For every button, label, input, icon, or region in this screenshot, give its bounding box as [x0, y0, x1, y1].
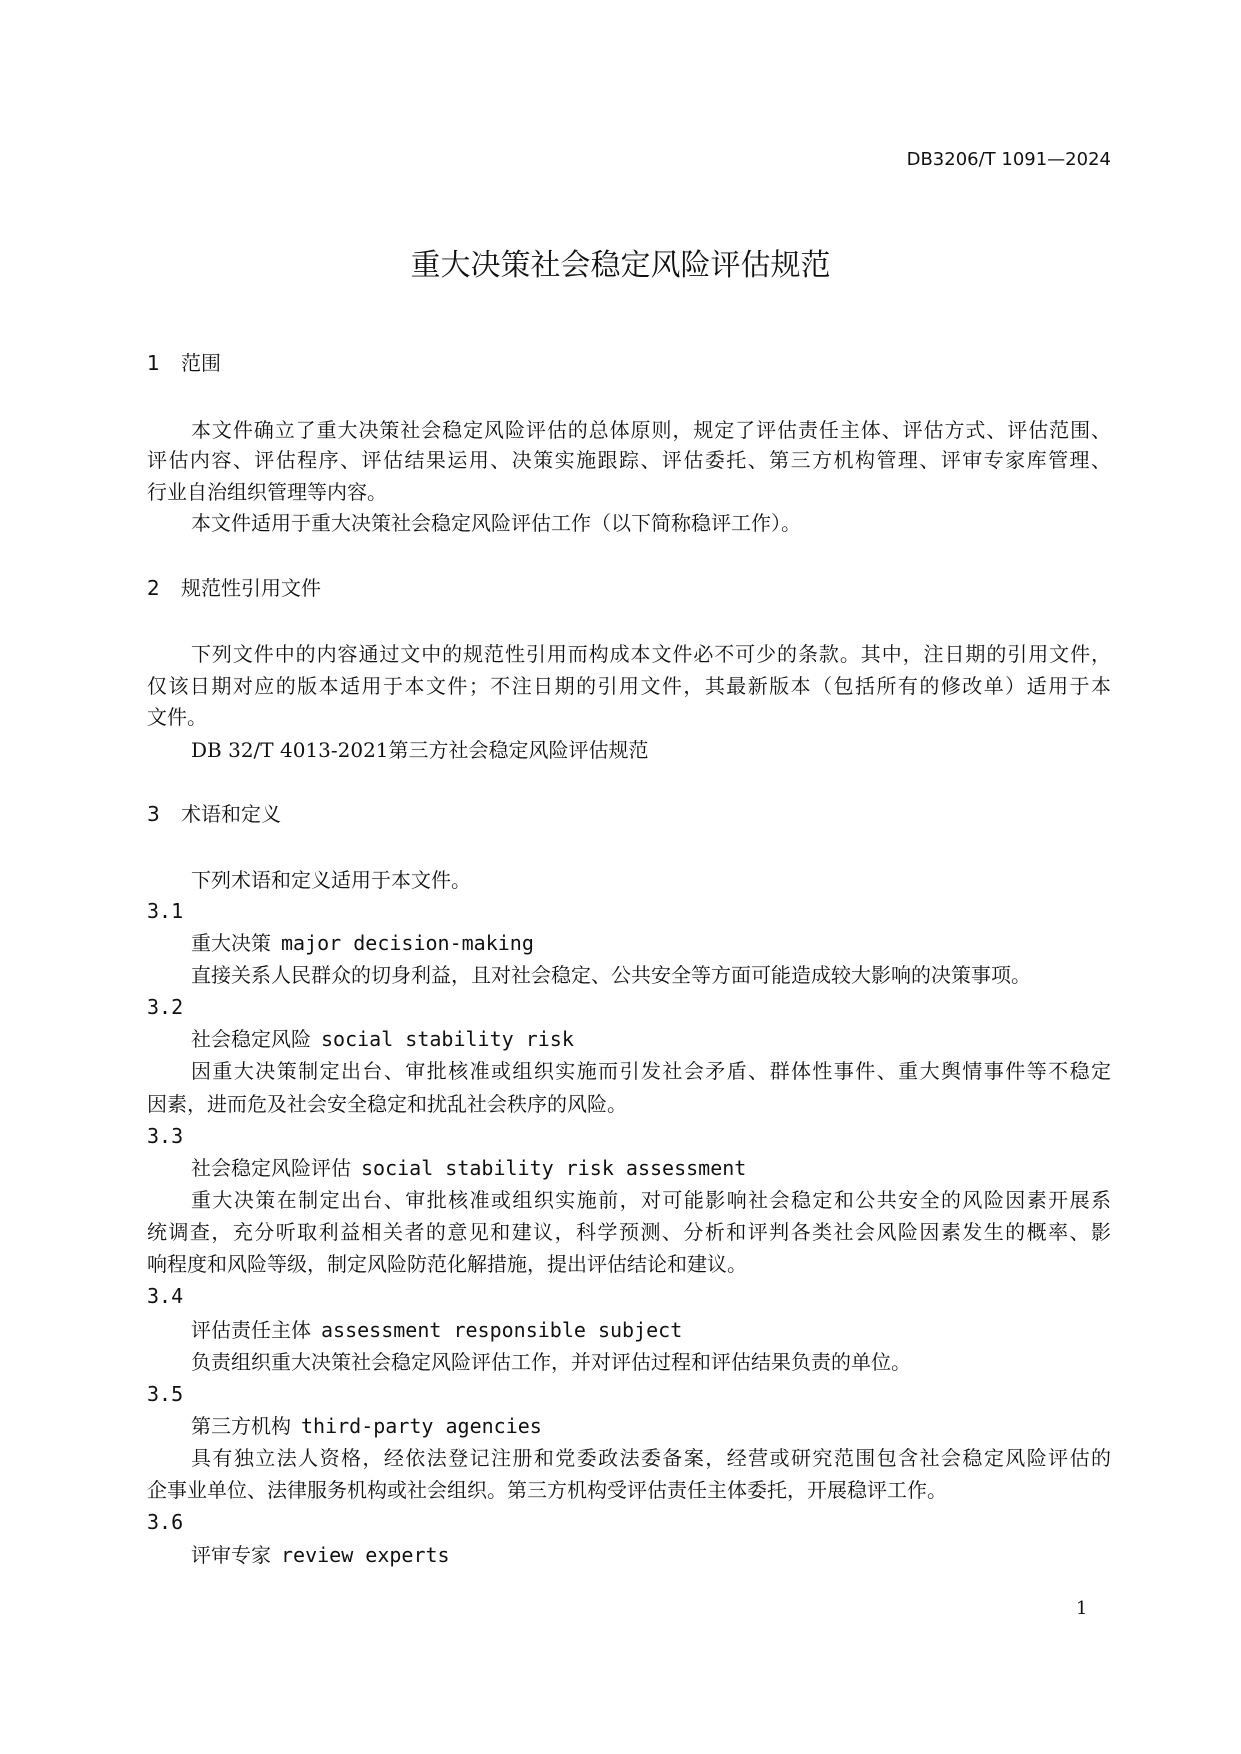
document-code: DB3206/T 1091—2024	[906, 149, 1111, 170]
paragraph-line: 下列术语和定义适用于本文件。	[191, 868, 471, 892]
term-number: 3.2	[147, 995, 184, 1019]
term-heading	[191, 1027, 1111, 1051]
paragraph-line: 行业自治组织管理等内容。	[147, 480, 387, 504]
term-definition: 具有独立法人资格，经依法登记注册和党委政法委备案，经营或研究范围包含社会稳定风险评估的	[191, 1446, 1111, 1470]
page-number: 1	[1076, 1598, 1088, 1619]
section-number: 1	[147, 351, 160, 375]
section-title: 范围	[181, 351, 221, 375]
term-definition: 重大决策在制定出台、审批核准或组织实施前，对可能影响社会稳定和公共安全的风险因素开展系	[191, 1188, 1111, 1212]
term-number: 3.6	[147, 1510, 184, 1534]
term-definition: 响程度和风险等级，制定风险防范化解措施，提出评估结论和建议。	[147, 1252, 747, 1276]
term-en: social stability risk assessment	[361, 1156, 747, 1180]
section-title: 术语和定义	[181, 802, 281, 826]
term-heading	[191, 1414, 1111, 1438]
term-en: review experts	[281, 1543, 450, 1567]
term-heading	[191, 1543, 1111, 1567]
term-definition: 直接关系人民群众的切身利益，且对社会稳定、公共安全等方面可能造成较大影响的决策事项。	[191, 963, 1031, 987]
section-number: 2	[147, 576, 160, 600]
term-number: 3.3	[147, 1124, 184, 1148]
paragraph-line: 本文件适用于重大决策社会稳定风险评估工作（以下简称稳评工作）。	[191, 511, 801, 535]
term-zh: 评估责任主体	[191, 1318, 311, 1342]
document-title: 重大决策社会稳定风险评估规范	[410, 248, 831, 283]
paragraph-line: 文件。	[147, 705, 207, 729]
normative-reference: DB 32/T 4013-2021第三方社会稳定风险评估规范	[191, 738, 649, 762]
term-zh: 第三方机构	[191, 1414, 291, 1438]
paragraph-line: 本文件确立了重大决策社会稳定风险评估的总体原则，规定了评估责任主体、评估方式、评估范围、	[191, 418, 1111, 442]
term-definition: 因素，进而危及社会安全稳定和扰乱社会秩序的风险。	[147, 1092, 627, 1116]
term-number: 3.5	[147, 1382, 184, 1406]
term-definition: 因重大决策制定出台、审批核准或组织实施而引发社会矛盾、群体性事件、重大舆情事件等不稳定	[191, 1059, 1111, 1083]
paragraph-line: 评估内容、评估程序、评估结果运用、决策实施跟踪、评估委托、第三方机构管理、评审专家库管理、	[147, 448, 1111, 472]
section-title: 规范性引用文件	[181, 576, 321, 600]
term-zh: 社会稳定风险	[191, 1027, 311, 1051]
term-heading	[191, 931, 1111, 955]
term-zh: 社会稳定风险评估	[191, 1156, 351, 1180]
section-1-heading	[147, 351, 1111, 375]
section-2-heading	[147, 576, 1111, 600]
section-3-heading	[147, 802, 1111, 826]
term-en: assessment responsible subject	[321, 1318, 683, 1342]
paragraph-line: 下列文件中的内容通过文中的规范性引用而构成本文件必不可少的条款。其中，注日期的引用文件，	[191, 642, 1111, 666]
paragraph-line: 仅该日期对应的版本适用于本文件；不注日期的引用文件，其最新版本（包括所有的修改单）适用于本	[147, 674, 1111, 698]
term-zh: 评审专家	[191, 1543, 271, 1567]
term-en: third-party agencies	[301, 1414, 542, 1438]
term-definition: 负责组织重大决策社会稳定风险评估工作，并对评估过程和评估结果负责的单位。	[191, 1350, 911, 1374]
term-zh: 重大决策	[191, 931, 271, 955]
term-heading	[191, 1156, 1111, 1180]
term-number: 3.4	[147, 1284, 184, 1308]
term-heading	[191, 1318, 1111, 1342]
term-definition: 企事业单位、法律服务机构或社会组织。第三方机构受评估责任主体委托，开展稳评工作。	[147, 1478, 947, 1502]
term-en: social stability risk	[321, 1027, 574, 1051]
section-number: 3	[147, 802, 160, 826]
term-definition: 统调查，充分听取利益相关者的意见和建议，科学预测、分析和评判各类社会风险因素发生的概率、影	[147, 1220, 1111, 1244]
term-number: 3.1	[147, 899, 184, 923]
term-en: major decision-making	[281, 931, 534, 955]
